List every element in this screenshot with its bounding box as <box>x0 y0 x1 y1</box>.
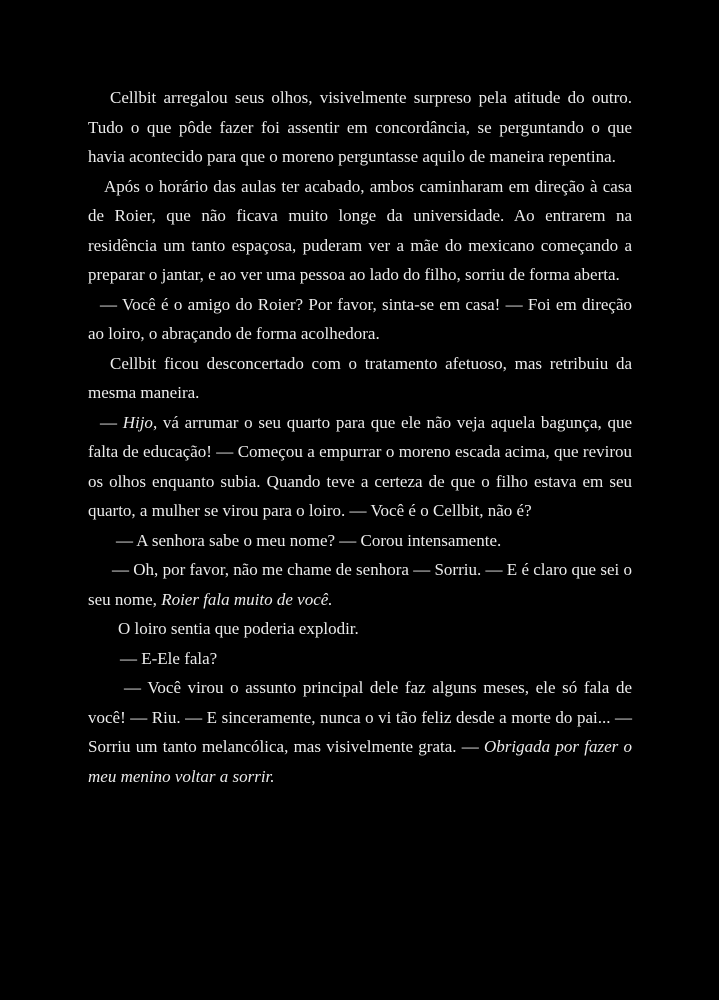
paragraph-9-dialogue: — E-Ele fala? <box>120 648 218 668</box>
paragraph-1: Cellbit arregalou seus olhos, visivelmente surpreso pela atitude do outro. Tudo o que pôde fazer foi assentir em concordância, se perguntando o que havia acontecido para que o moreno perguntasse aquilo de maneira repentina. <box>88 88 632 166</box>
paragraph-3-dialogue: — Você é o amigo do Roier? Por favor, sinta-se em casa! — Foi em direção ao loiro, o abraçando de forma acolhedora. <box>88 294 632 343</box>
paragraph-5-lead: — <box>100 412 123 432</box>
paragraph-10-lead: — Você virou o assunto principal dele faz alguns meses, ele só fala de você! — Riu. — E sinceramente, nunca o vi tão feliz desde a morte do pai... — Sorriu um tanto melancólica, mas visivelmente grata. — <box>88 678 632 756</box>
paragraph-5-italic-word: Hijo <box>122 412 153 432</box>
paragraph-2: Após o horário das aulas ter acabado, ambos caminharam em direção à casa de Roier, que não ficava muito longe da universidade. Ao entrarem na residência um tanto espaçosa, puderam ver a mãe do mexicano começando a preparar o jantar, e ao ver uma pessoa ao lado do filho, sorriu de forma aberta. <box>88 176 632 284</box>
paragraph-6-dialogue: — A senhora sabe o meu nome? — Corou intensamente. <box>116 530 502 550</box>
paragraph-10-dialogue <box>88 673 632 791</box>
paragraph-7-dialogue <box>88 555 632 614</box>
paragraph-5-dialogue <box>88 408 632 526</box>
paragraph-8: O loiro sentia que poderia explodir. <box>118 619 359 638</box>
paragraph-5-rest: , vá arrumar o seu quarto para que ele não veja aquela bagunça, que falta de educação! — Começou a empurrar o moreno escada acima, que revirou os olhos enquanto subia. Quando teve a certeza de que o filho estava em seu quarto, a mulher se virou para o loiro. — Você é o Cellbit, não é? <box>88 412 632 520</box>
paragraph-4: Cellbit ficou desconcertado com o tratamento afetuoso, mas retribuiu da mesma maneira. <box>88 353 632 402</box>
paragraph-10-italic-phrase: Obrigada por fazer o meu menino voltar a sorrir. <box>88 737 632 786</box>
paragraph-7-italic-phrase: Roier fala muito de você. <box>161 589 333 609</box>
paragraph-7-lead: — Oh, por favor, não me chame de senhora — Sorriu. — E é claro que sei o seu nome, <box>88 560 632 609</box>
chapter-text <box>88 83 632 791</box>
